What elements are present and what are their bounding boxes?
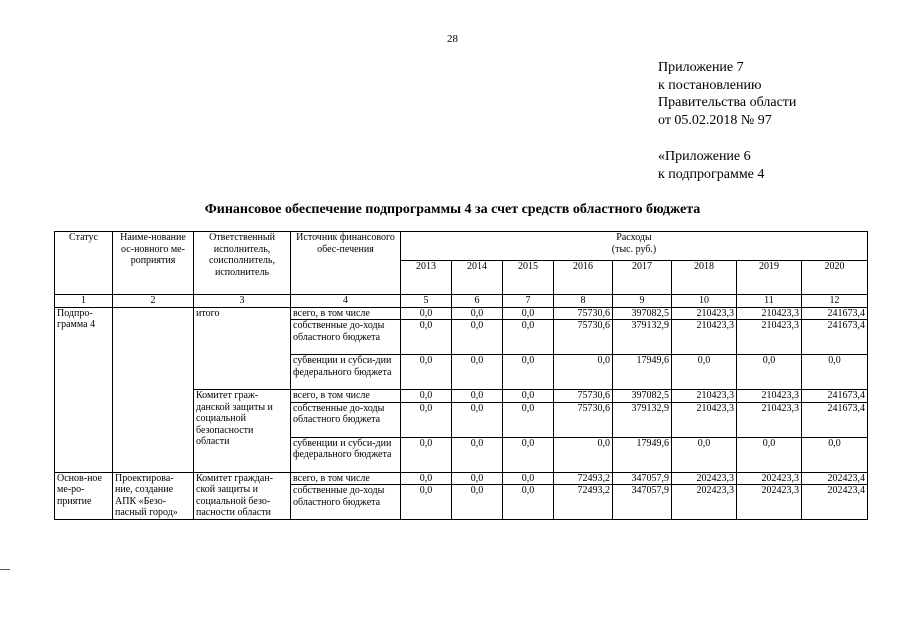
value-cell: 210423,3 (672, 390, 737, 403)
source-cell: всего, в том числе (291, 307, 401, 320)
column-number: 7 (503, 295, 554, 308)
value-cell: 202423,4 (802, 485, 868, 520)
value-cell: 202423,3 (672, 472, 737, 485)
expenses-label: Расходы (616, 232, 652, 243)
value-cell: 75730,6 (554, 307, 613, 320)
header-year: 2020 (802, 261, 868, 295)
value-cell: 241673,4 (802, 320, 868, 355)
source-cell: собственные до-ходы областного бюджета (291, 485, 401, 520)
value-cell: 0,0 (452, 390, 503, 403)
value-cell: 0,0 (401, 485, 452, 520)
value-cell: 0,0 (503, 307, 554, 320)
value-cell: 0,0 (401, 402, 452, 437)
value-cell: 241673,4 (802, 307, 868, 320)
header-row (55, 232, 868, 261)
source-cell: всего, в том числе (291, 472, 401, 485)
value-cell: 241673,4 (802, 402, 868, 437)
appendix-line: к подпрограмме 4 (658, 166, 765, 182)
value-cell: 17949,6 (613, 437, 672, 472)
appendix-line: к постановлению (658, 77, 762, 93)
header-year: 2013 (401, 261, 452, 295)
header-name: Наиме-нование ос-новного ме-роприятия (113, 232, 194, 295)
header-year: 2016 (554, 261, 613, 295)
value-cell: 210423,3 (672, 402, 737, 437)
value-cell: 0,0 (672, 355, 737, 390)
value-cell: 0,0 (452, 307, 503, 320)
value-cell: 0,0 (452, 355, 503, 390)
header-status: Статус (55, 232, 113, 295)
value-cell: 0,0 (503, 320, 554, 355)
value-cell: 0,0 (452, 437, 503, 472)
name-cell (113, 307, 194, 472)
column-number: 4 (291, 295, 401, 308)
value-cell: 0,0 (401, 472, 452, 485)
value-cell: 0,0 (737, 355, 802, 390)
header-year: 2015 (503, 261, 554, 295)
header-year: 2018 (672, 261, 737, 295)
appendix-line: от 05.02.2018 № 97 (658, 112, 772, 128)
column-number: 5 (401, 295, 452, 308)
value-cell: 0,0 (554, 437, 613, 472)
value-cell: 0,0 (503, 485, 554, 520)
header-year: 2017 (613, 261, 672, 295)
value-cell: 0,0 (503, 390, 554, 403)
column-number: 3 (194, 295, 291, 308)
column-number: 6 (452, 295, 503, 308)
value-cell: 75730,6 (554, 390, 613, 403)
expenses-unit: (тыс. руб.) (611, 243, 657, 255)
column-number: 9 (613, 295, 672, 308)
value-cell: 0,0 (401, 437, 452, 472)
value-cell: 397082,5 (613, 390, 672, 403)
value-cell: 72493,2 (554, 485, 613, 520)
value-cell: 210423,3 (672, 307, 737, 320)
header-expenses (401, 232, 868, 261)
column-number: 2 (113, 295, 194, 308)
value-cell: 347057,9 (613, 485, 672, 520)
value-cell: 0,0 (452, 472, 503, 485)
value-cell: 210423,3 (737, 307, 802, 320)
document-title: Финансовое обеспечение подпрограммы 4 за счет средств областного бюджета (204, 202, 701, 217)
value-cell: 0,0 (401, 390, 452, 403)
value-cell: 0,0 (503, 472, 554, 485)
value-cell: 0,0 (554, 355, 613, 390)
value-cell: 75730,6 (554, 320, 613, 355)
value-cell: 0,0 (802, 355, 868, 390)
appendix-line: Приложение 7 (658, 60, 744, 75)
value-cell: 210423,3 (672, 320, 737, 355)
column-number: 1 (55, 295, 113, 308)
column-number-row (55, 295, 868, 308)
value-cell: 0,0 (802, 437, 868, 472)
value-cell: 17949,6 (613, 355, 672, 390)
table-row (55, 307, 868, 320)
value-cell: 241673,4 (802, 390, 868, 403)
value-cell: 379132,9 (613, 320, 672, 355)
header-year: 2019 (737, 261, 802, 295)
column-number: 8 (554, 295, 613, 308)
column-number: 10 (672, 295, 737, 308)
table-row (55, 472, 868, 485)
value-cell: 75730,6 (554, 402, 613, 437)
executor-cell: Комитет граж-данской защиты и социальной безопасности области (194, 390, 291, 473)
value-cell: 0,0 (737, 437, 802, 472)
name-cell: Проектирова-ние, создание АПК «Безо-пасный город» (113, 472, 194, 520)
executor-cell: Комитет граждан-ской защиты и социальной безо-пасности области (194, 472, 291, 520)
appendix-reference (658, 148, 764, 183)
value-cell: 0,0 (452, 402, 503, 437)
source-cell: собственные до-ходы областного бюджета (291, 402, 401, 437)
value-cell: 210423,3 (737, 320, 802, 355)
value-cell: 0,0 (503, 355, 554, 390)
source-cell: собственные до-ходы областного бюджета (291, 320, 401, 355)
header-year: 2014 (452, 261, 503, 295)
value-cell: 0,0 (401, 307, 452, 320)
source-cell: субвенции и субси-дии федерального бюджета (291, 437, 401, 472)
value-cell: 0,0 (503, 402, 554, 437)
header-executor: Ответственный исполнитель, соисполнитель, исполнитель (194, 232, 291, 295)
finance-table (54, 231, 868, 520)
appendix-line: «Приложение 6 (658, 149, 751, 164)
value-cell: 0,0 (452, 320, 503, 355)
value-cell: 379132,9 (613, 402, 672, 437)
value-cell: 202423,3 (737, 472, 802, 485)
executor-cell: итого (194, 307, 291, 390)
value-cell: 210423,3 (737, 390, 802, 403)
value-cell: 0,0 (401, 355, 452, 390)
value-cell: 202423,3 (672, 485, 737, 520)
appendix-line: Правительства области (658, 95, 797, 110)
source-cell: всего, в том числе (291, 390, 401, 403)
appendix-note (658, 59, 796, 129)
column-number: 11 (737, 295, 802, 308)
value-cell: 210423,3 (737, 402, 802, 437)
status-cell: Подпро-грамма 4 (55, 307, 113, 472)
scan-edge-mark (0, 569, 10, 570)
value-cell: 0,0 (452, 485, 503, 520)
status-cell: Основ-ное ме-ро-приятие (55, 472, 113, 520)
value-cell: 202423,3 (737, 485, 802, 520)
value-cell: 0,0 (401, 320, 452, 355)
source-cell: субвенции и субси-дии федерального бюджета (291, 355, 401, 390)
value-cell: 0,0 (503, 437, 554, 472)
value-cell: 72493,2 (554, 472, 613, 485)
header-source: Источник финансового обес-печения (291, 232, 401, 295)
column-number: 12 (802, 295, 868, 308)
value-cell: 347057,9 (613, 472, 672, 485)
value-cell: 202423,4 (802, 472, 868, 485)
value-cell: 397082,5 (613, 307, 672, 320)
page-number: 28 (447, 33, 458, 45)
value-cell: 0,0 (672, 437, 737, 472)
